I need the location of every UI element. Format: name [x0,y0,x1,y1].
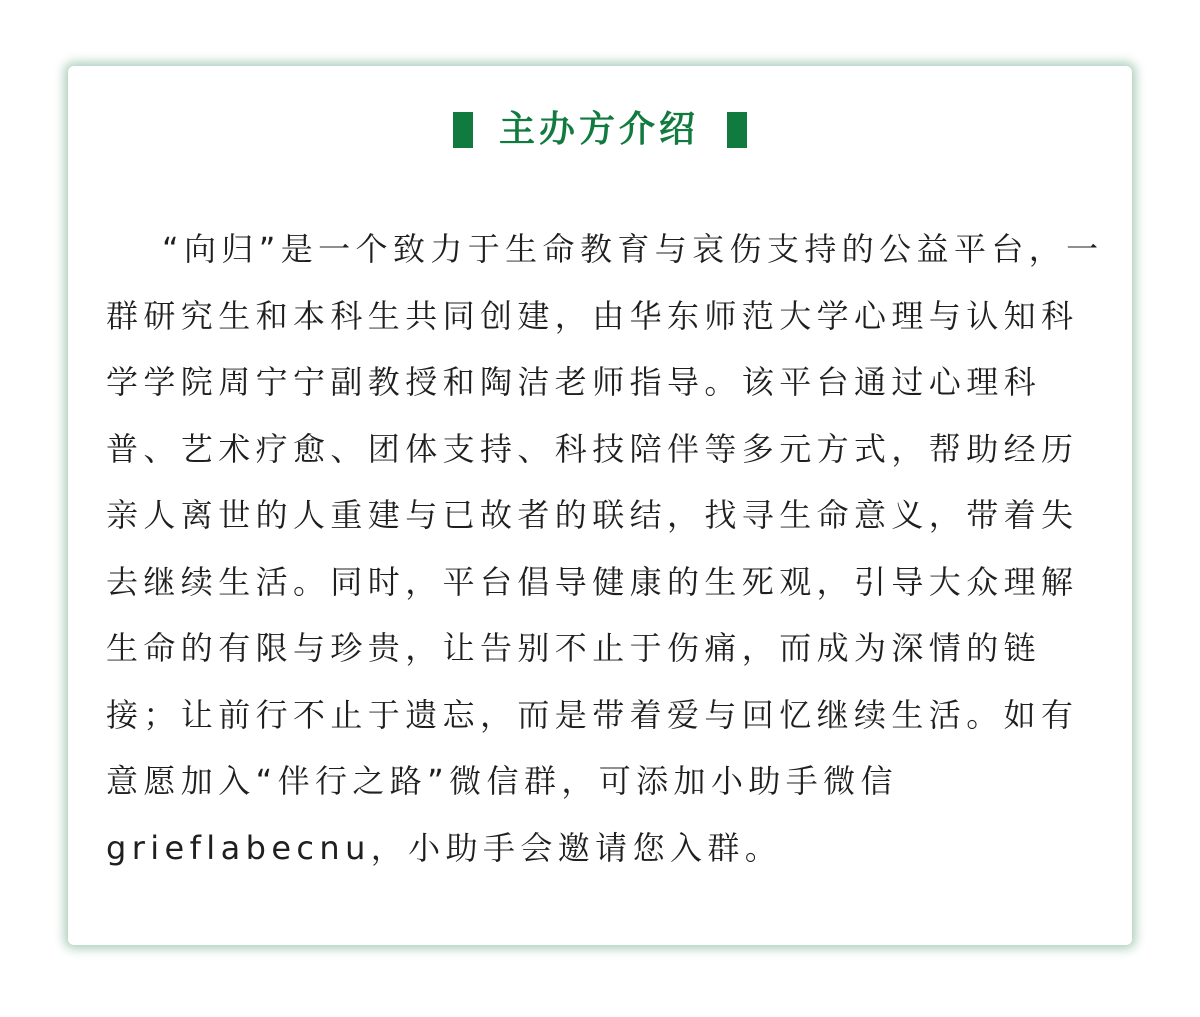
card-title: 主办方介绍 [498,109,699,150]
intro-paragraph [106,216,1106,881]
paragraph-line: 群研究生和本科生共同创建，由华东师范大学心理与认知科 [106,296,1079,335]
paragraph-line: “向归”是一个致力于生命教育与哀伤支持的公益平台，一 [162,230,1104,268]
paragraph-line: 生命的有限与珍贵，让告别不止于伤痛，而成为深情的链 [106,629,1042,667]
paragraph-line: 意愿加入“伴行之路”微信群，可添加小助手微信 [106,762,898,800]
paragraph-line: 亲人离世的人重建与已故者的联结，找寻生命意义，带着失 [106,496,1079,534]
paragraph-line: 普、艺术疗愈、团体支持、科技陪伴等多元方式，帮助经历 [106,429,1079,468]
organizer-intro-card [68,66,1132,945]
title-right-bar [727,112,747,148]
paragraph-line: 接；让前行不止于遗忘，而是带着爱与回忆继续生活。如有 [106,695,1079,734]
paragraph-line: 去继续生活。同时，平台倡导健康的生死观，引导大众理解 [106,562,1079,601]
title-row [68,100,1132,160]
paragraph-line: 学学院周宁宁副教授和陶洁老师指导。该平台通过心理科 [106,363,1042,401]
paragraph-line: grieflabecnu，小助手会邀请您入群。 [106,828,783,867]
title-left-bar [453,112,473,148]
